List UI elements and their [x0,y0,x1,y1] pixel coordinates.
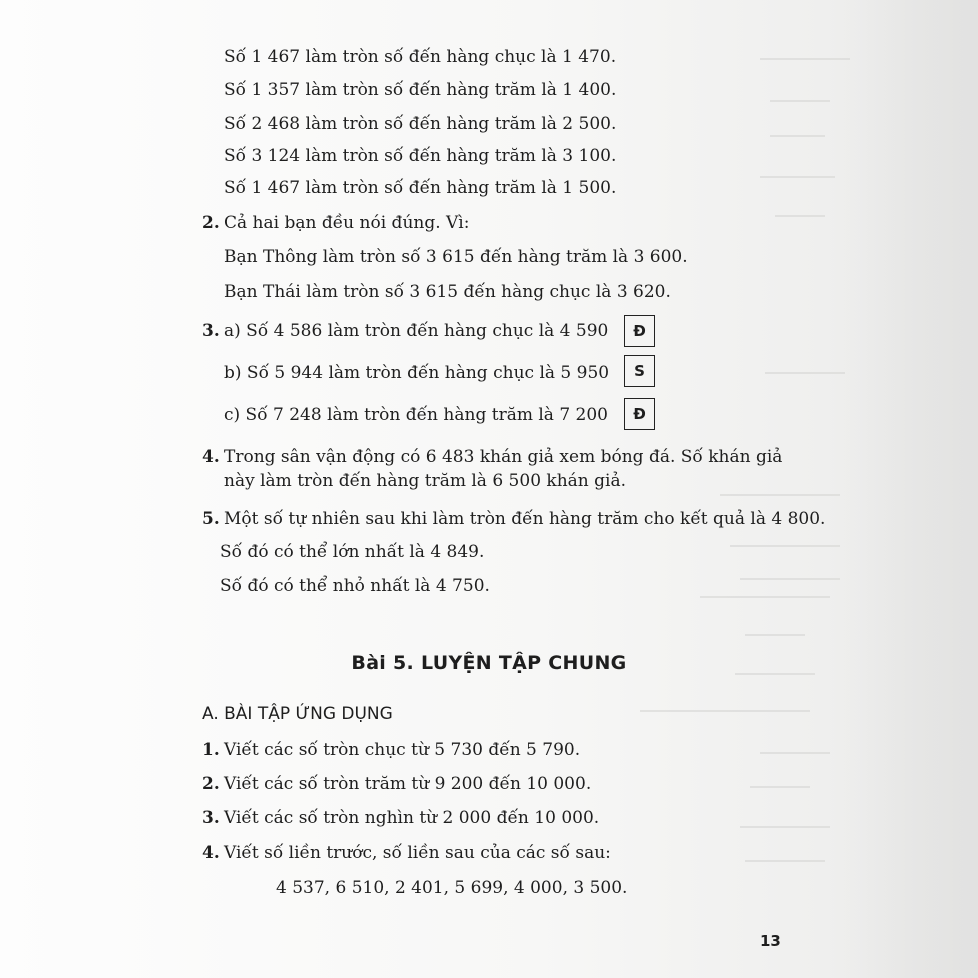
true-false-statement: c) Số 7 248 làm tròn đến hàng trăm là 7 200 [224,405,608,425]
show-through-mark [740,578,840,580]
rounding-line: Số 3 124 làm tròn số đến hàng trăm là 3 100. [224,146,617,166]
answer-mark: Đ [633,405,646,423]
show-through-mark [745,634,805,636]
answer-box [624,398,655,430]
show-through-mark [770,100,830,102]
page-number: 13 [760,932,781,950]
show-through-mark [760,58,850,60]
answer-text: Số đó có thể nhỏ nhất là 4 750. [220,576,490,596]
true-false-statement: b) Số 5 944 làm tròn đến hàng chục là 5 950 [224,363,610,383]
answer-line: Bạn Thái làm tròn số 3 615 đến hàng chục là 3 620. [224,282,671,302]
show-through-mark [720,494,840,496]
exercise-number: 1. [202,740,220,760]
answer-text: Trong sân vận động có 6 483 khán giả xem bóng đá. Số khán giả [224,447,783,467]
show-through-mark [700,596,830,598]
exercise-text: Viết số liền trước, số liền sau của các số sau: [224,843,611,863]
show-through-mark [740,826,830,828]
show-through-mark [760,752,830,754]
show-through-mark [730,545,840,547]
answer-box [624,315,655,347]
exercise-number: 4. [202,843,220,863]
show-through-mark [640,710,810,712]
lesson-title: Bài 5. LUYỆN TẬP CHUNG [351,652,627,674]
rounding-line: Số 2 468 làm tròn số đến hàng trăm là 2 500. [224,114,617,134]
answer-line: Bạn Thông làm tròn số 3 615 đến hàng trăm là 3 600. [224,247,688,267]
answer-text: Một số tự nhiên sau khi làm tròn đến hàng trăm cho kết quả là 4 800. [224,509,826,529]
exercise-number: 3. [202,808,220,828]
show-through-mark [765,372,845,374]
rounding-line: Số 1 467 làm tròn số đến hàng trăm là 1 500. [224,178,617,198]
exercise-number: 2. [202,774,220,794]
answer-number: 2. [202,213,220,233]
exercise-text: Viết các số tròn nghìn từ 2 000 đến 10 000. [224,808,600,828]
show-through-mark [760,176,835,178]
show-through-mark [745,860,825,862]
answer-mark: S [634,362,645,380]
exercise-text: Viết các số tròn trăm từ 9 200 đến 10 000. [224,774,592,794]
answer-number: 4. [202,447,220,467]
rounding-line: Số 1 357 làm tròn số đến hàng trăm là 1 400. [224,80,617,100]
answer-number: 3. [202,321,220,341]
answer-text: Cả hai bạn đều nói đúng. Vì: [224,213,470,233]
page-edge-shadow [828,0,978,978]
section-title: A. BÀI TẬP ỨNG DỤNG [202,704,393,724]
show-through-mark [750,786,810,788]
number-list: 4 537, 6 510, 2 401, 5 699, 4 000, 3 500. [276,878,628,898]
rounding-line: Số 1 467 làm tròn số đến hàng chục là 1 470. [224,47,617,67]
answer-mark: Đ [633,322,646,340]
answer-box [624,355,655,387]
show-through-mark [775,215,825,217]
answer-number: 5. [202,509,220,529]
answer-text: Số đó có thể lớn nhất là 4 849. [220,542,485,562]
answer-text: này làm tròn đến hàng trăm là 6 500 khán giả. [224,471,627,491]
exercise-text: Viết các số tròn chục từ 5 730 đến 5 790. [224,740,581,760]
true-false-statement: a) Số 4 586 làm tròn đến hàng chục là 4 590 [224,321,609,341]
show-through-mark [770,135,825,137]
